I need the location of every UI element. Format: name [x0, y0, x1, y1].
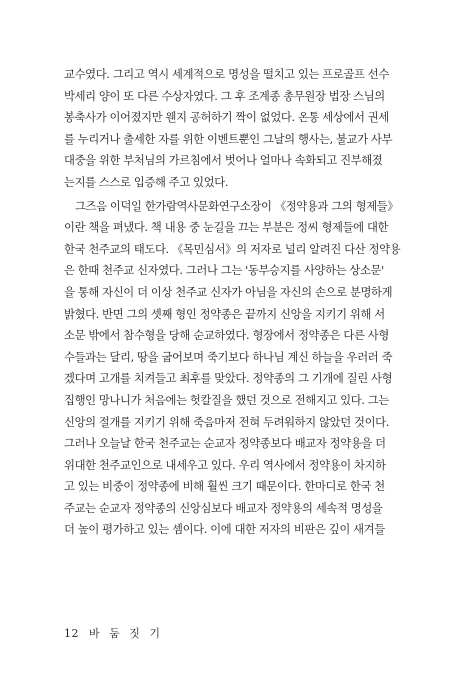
text-line: 봉축사가 이어졌지만 웬지 공허하기 짝이 없었다. 온통 세상에서 권세	[64, 111, 389, 125]
text-line: 그즈음 이덕일 한가람역사문화연구소장이 《정약용과 그의 형제들》	[75, 199, 399, 213]
text-line: 신앙의 절개를 지키기 위해 죽음마저 전혀 두려워하지 않았던 것이다.	[64, 415, 389, 429]
paragraph-2	[64, 196, 401, 542]
page-footer	[64, 625, 163, 641]
text-line: 그러나 오늘날 한국 천주교는 순교자 정약종보다 배교자 정약용을 더	[64, 437, 386, 451]
running-title: 바 둠 짓 기	[89, 627, 163, 640]
text-line: 밝혔다. 반면 그의 셋째 형인 정약종은 끝까지 신앙을 지키기 위해 서	[64, 307, 385, 321]
text-line: 수들과는 달리, 땅을 굽어보며 죽기보다 하나님 계신 하늘을 우러러 죽	[64, 350, 393, 364]
text-line: 는지를 스스로 입증해 주고 있었다.	[64, 175, 229, 189]
text-line: 더 높이 평가하고 있는 셈이다. 이에 대한 저자의 비판은 깊이 새겨들	[64, 523, 385, 537]
text-line: 한국 천주교의 태도다. 《목민심서》의 저자로 널리 알려진 다산 정약용	[64, 242, 401, 256]
paragraph-1	[64, 64, 397, 194]
text-line: 박세리 양이 또 다른 수상자였다. 그 후 조계종 총무원장 법장 스님의	[64, 89, 385, 103]
text-line: 위대한 천주교인으로 내세우고 있다. 우리 역사에서 정약용이 차지하	[64, 458, 386, 472]
text-line: 을 통해 자신이 더 이상 천주교 신자가 아님을 자신의 손으로 분명하게	[64, 285, 393, 299]
text-line: 주교는 순교자 정약종의 신앙심보다 배교자 정약용의 세속적 명성을	[64, 501, 383, 515]
text-line: 겠다며 고개를 치켜들고 최후를 맞았다. 정약종의 그 기개에 질린 사형	[64, 372, 393, 386]
text-line: 교수였다. 그리고 역시 세계적으로 명성을 떨치고 있는 프로골프 선수	[64, 68, 389, 81]
body-text	[64, 64, 401, 541]
page-number: 12	[64, 627, 79, 640]
text-line: 를 누리거나 출세한 자를 위한 이벤트뿐인 그날의 행사는, 불교가 사부	[64, 132, 393, 146]
text-line: 대중을 위한 부처님의 가르침에서 벗어나 얼마나 속화되고 진부해졌	[64, 154, 383, 168]
text-line: 소문 밖에서 참수형을 당해 순교하였다. 형장에서 정약종은 다른 사형	[64, 329, 389, 343]
text-line: 이란 책을 펴냈다. 책 내용 중 눈길을 끄는 부분은 정씨 형제들에 대한	[64, 221, 389, 235]
text-line: 집행인 망나니가 처음에는 헛칼질을 했던 것으로 전해지고 있다. 그는	[64, 393, 389, 407]
text-line: 은 한때 천주교 신자였다. 그러나 그는 '동부승지를 사양하는 상소문'	[64, 264, 384, 278]
text-line: 고 있는 비중이 정약종에 비해 훨씬 크기 때문이다. 한마디로 한국 천	[64, 480, 385, 494]
